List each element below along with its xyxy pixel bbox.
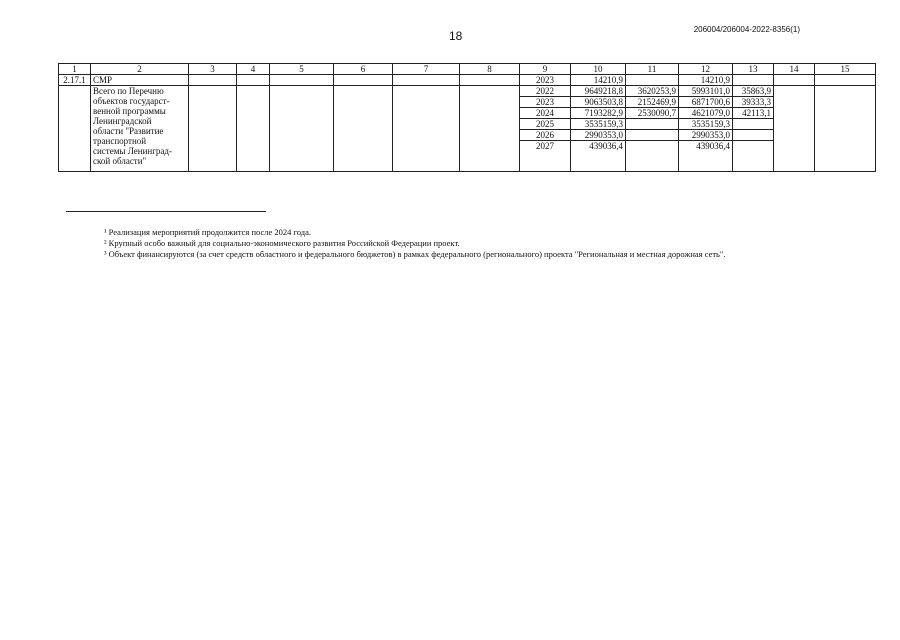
amount-federal: 2152469,9: [626, 97, 679, 108]
amount-regional: 5993101,0: [679, 86, 733, 97]
col-header: 10: [571, 64, 626, 75]
amount-total: 9063503,8: [571, 97, 626, 108]
description-line: ской области": [93, 156, 147, 166]
amount-local: 42113,1: [733, 108, 774, 119]
page-number: 18: [449, 29, 463, 43]
amount-total: 7193282,9: [571, 108, 626, 119]
year-cell: 2026: [520, 130, 571, 141]
amount-regional: 2990353,0: [679, 130, 733, 141]
description-line: транспортной: [93, 136, 147, 146]
description-line: системы Ленинград-: [93, 146, 172, 156]
description-line: венной программы: [93, 106, 166, 116]
col-header: 2: [91, 64, 189, 75]
amount-local: 35863,9: [733, 86, 774, 97]
amount-local: 39333,3: [733, 97, 774, 108]
col-header: 14: [774, 64, 815, 75]
amount-federal: [626, 75, 679, 86]
amount-regional: 14210,9: [679, 75, 733, 86]
col-header: 7: [393, 64, 460, 75]
amount-local: [733, 75, 774, 86]
description-line: области "Развитие: [93, 126, 164, 136]
col-header: 12: [679, 64, 733, 75]
amount-federal: [626, 119, 679, 130]
program-financing-table: [58, 63, 876, 172]
footnotes: [104, 227, 726, 260]
amount-regional: 439036,4: [679, 141, 733, 172]
col-header: 1: [59, 64, 91, 75]
document-code: 206004/206004-2022-8356(1): [693, 25, 800, 34]
amount-regional: 4621079,0: [679, 108, 733, 119]
description-line: объектов государст-: [93, 96, 170, 106]
col-header: 4: [237, 64, 270, 75]
row-number: 2.17.1: [59, 75, 91, 86]
footnote-divider: [66, 211, 266, 212]
table-row-smp: [59, 75, 876, 86]
col-header: 11: [626, 64, 679, 75]
amount-total: 2990353,0: [571, 130, 626, 141]
total-description: [91, 86, 189, 172]
description-line: Всего по Перечню: [93, 86, 164, 96]
table-row-total: [59, 86, 876, 97]
column-number-row: [59, 64, 876, 75]
amount-regional: 3535159,3: [679, 119, 733, 130]
footnote: ² Крупный особо важный для социально-экономического развития Российской Федерации проект.: [104, 238, 460, 248]
amount-regional: 6871700,6: [679, 97, 733, 108]
col-header: 9: [520, 64, 571, 75]
amount-local: [733, 130, 774, 141]
amount-federal: [626, 141, 679, 172]
col-header: 3: [189, 64, 237, 75]
year-cell: 2024: [520, 108, 571, 119]
amount-total: 439036,4: [571, 141, 626, 172]
col-header: 13: [733, 64, 774, 75]
amount-local: [733, 141, 774, 172]
amount-federal: 3620253,9: [626, 86, 679, 97]
amount-total: 14210,9: [571, 75, 626, 86]
year-cell: 2025: [520, 119, 571, 130]
amount-federal: [626, 130, 679, 141]
col-header: 5: [270, 64, 334, 75]
amount-total: 3535159,3: [571, 119, 626, 130]
amount-local: [733, 119, 774, 130]
amount-federal: 2530090,7: [626, 108, 679, 119]
year-cell: 2022: [520, 86, 571, 97]
description-line: Ленинградской: [93, 116, 152, 126]
year-cell: 2023: [520, 97, 571, 108]
row-label: СМР: [91, 75, 189, 86]
amount-total: 9649218,8: [571, 86, 626, 97]
footnote: ¹ Реализация мероприятий продолжится после 2024 года.: [104, 227, 312, 237]
col-header: 15: [815, 64, 876, 75]
year-cell: 2023: [520, 75, 571, 86]
year-cell: 2027: [520, 141, 571, 172]
footnote: ³ Объект финансируются (за счет средств областного и федерального бюджетов) в рамках федерального (регионального) проекта "Региональная и местная дорожная сеть".: [104, 249, 726, 259]
col-header: 8: [460, 64, 520, 75]
col-header: 6: [334, 64, 393, 75]
